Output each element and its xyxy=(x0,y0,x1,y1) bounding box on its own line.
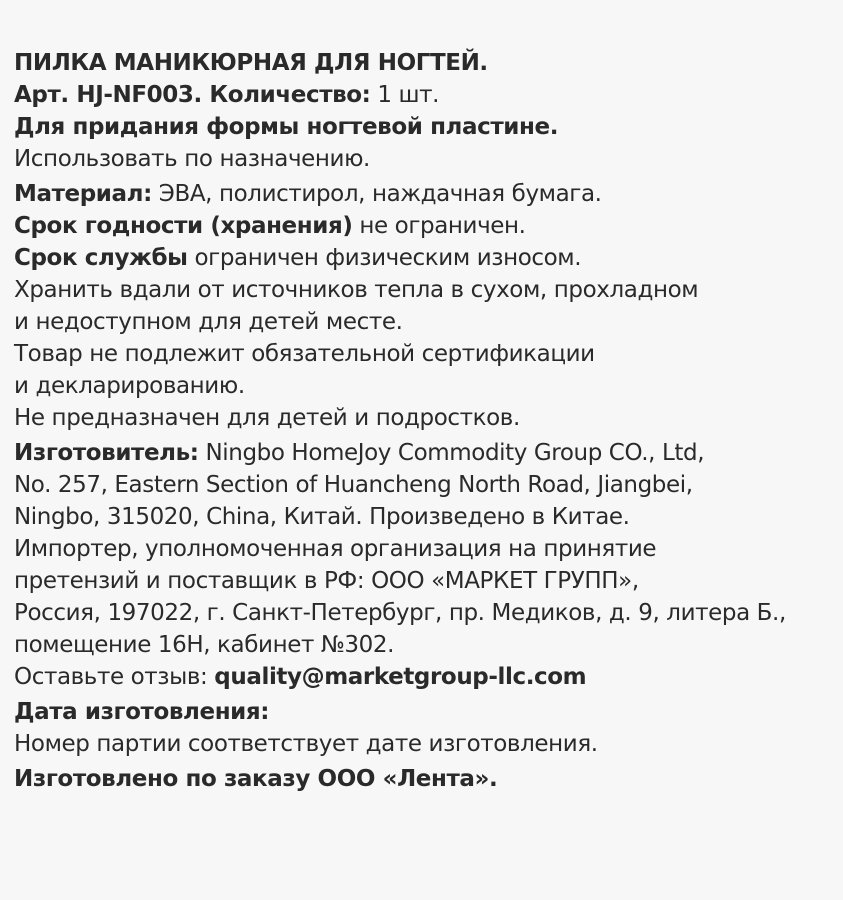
manufacture-date-label: Дата изготовления: xyxy=(14,699,270,725)
maker-line-3: Ningbo, 315020, China, Китай. Произведено в Китае. xyxy=(14,504,630,530)
shelf-life-line xyxy=(14,211,839,243)
importer-line-3: Россия, 197022, г. Санкт-Петербург, пр. Медиков, д. 9, литера Б., xyxy=(14,600,786,626)
article-line xyxy=(14,80,839,112)
service-life-value: ограничен физическим износом. xyxy=(187,245,582,271)
product-label xyxy=(14,48,839,796)
material-label: Материал: xyxy=(14,181,152,207)
service-life-label: Срок службы xyxy=(14,245,188,271)
certification-line-1: Товар не подлежит обязательной сертификации xyxy=(14,341,595,367)
maker-value: Ningbo HomeJoy Commodity Group CO., Ltd, xyxy=(198,440,705,466)
importer-line-4: помещение 16Н, кабинет №302. xyxy=(14,632,395,658)
service-life-line xyxy=(14,243,839,275)
batch-note-line: Номер партии соответствует дате изготовления. xyxy=(14,731,598,757)
feedback-line xyxy=(14,662,839,694)
article-prefix: Арт. HJ-NF003. Количество: xyxy=(14,82,371,108)
not-for-kids-line: Не предназначен для детей и подростков. xyxy=(14,405,520,431)
material-line xyxy=(14,179,839,211)
maker-line-1 xyxy=(14,438,839,470)
usage-line: Использовать по назначению. xyxy=(14,146,370,172)
product-title: ПИЛКА МАНИКЮРНАЯ ДЛЯ НОГТЕЙ. xyxy=(14,50,488,76)
maker-line-2: No. 257, Eastern Section of Huancheng North Road, Jiangbei, xyxy=(14,472,693,498)
certification-line-2: и декларированию. xyxy=(14,373,245,399)
feedback-label: Оставьте отзыв: xyxy=(14,664,215,690)
shelf-life-value: не ограничен. xyxy=(352,213,526,239)
material-value: ЭВА, полистирол, наждачная бумага. xyxy=(151,181,602,207)
maker-label: Изготовитель: xyxy=(14,440,199,466)
importer-line-1: Импортер, уполномоченная организация на принятие xyxy=(14,536,657,562)
purpose-line: Для придания формы ногтевой пластине. xyxy=(14,114,559,140)
made-for-line: Изготовлено по заказу ООО «Лента». xyxy=(14,766,498,792)
shelf-life-label: Срок годности (хранения) xyxy=(14,213,353,239)
feedback-email: quality@marketgroup-llc.com xyxy=(214,664,587,690)
storage-line-2: и недоступном для детей месте. xyxy=(14,309,403,335)
storage-line-1: Хранить вдали от источников тепла в сухом, прохладном xyxy=(14,277,699,303)
importer-line-2: претензий и поставщик в РФ: ООО «МАРКЕТ ГРУПП», xyxy=(14,568,639,594)
article-quantity: 1 шт. xyxy=(370,82,440,108)
